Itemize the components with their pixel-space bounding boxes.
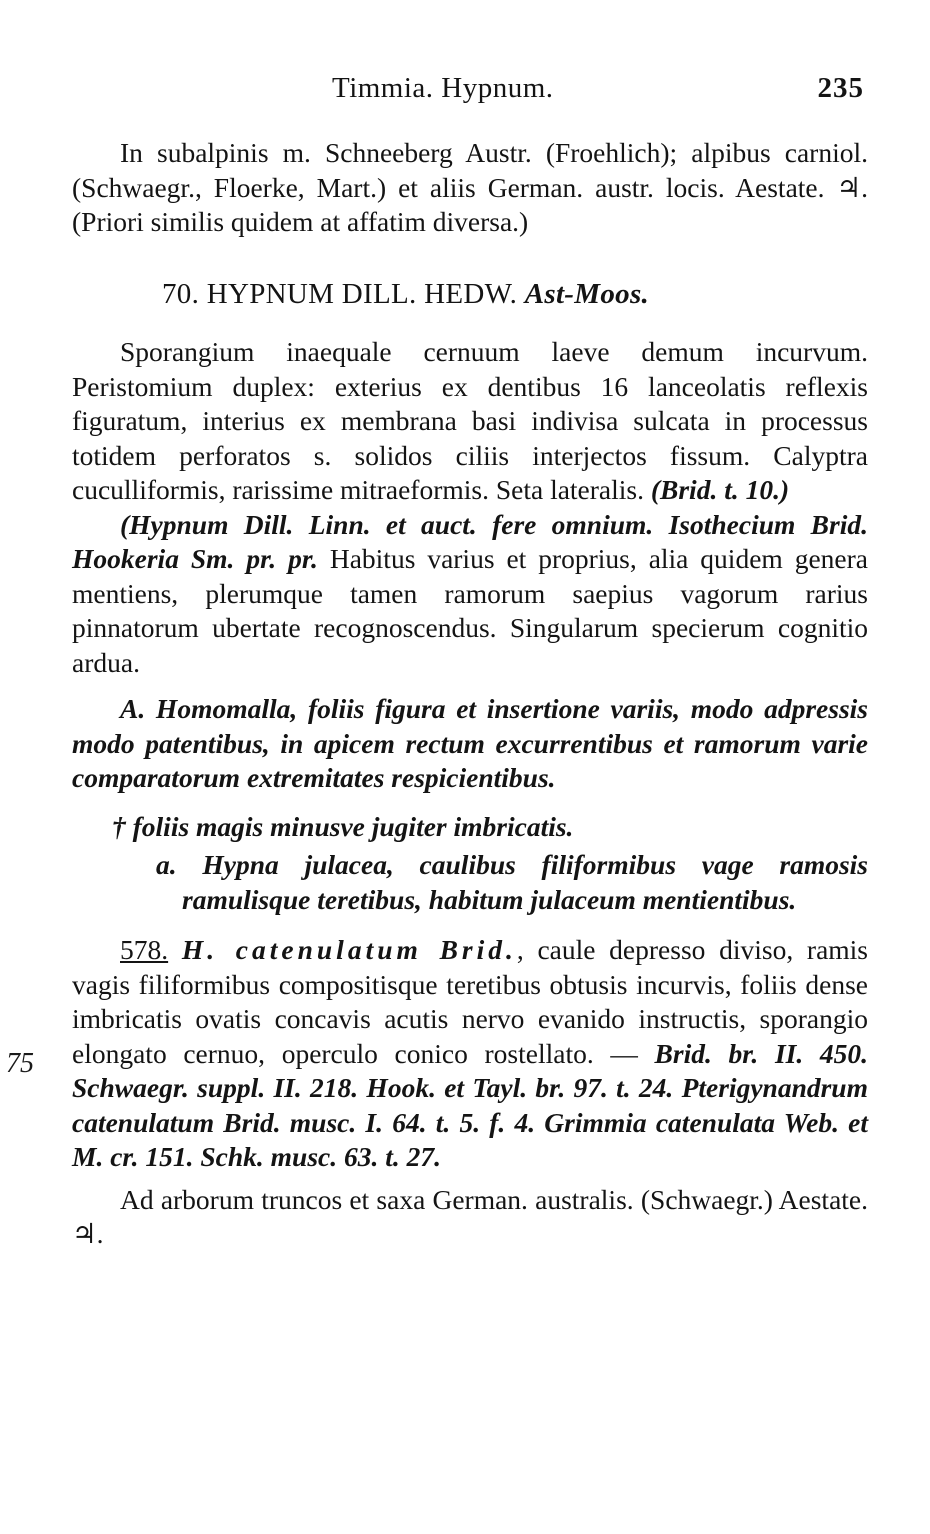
- genus-description-text: Sporangium inaequale cernuum laeve demum incurvum. Peristomium duplex: exterius ex dentibus 16 lanceolatis reflexis figuratum, interius ex membrana basi indivisa sulcata in processus totidem perforatos s. solidos ciliis interjectos fissum. Calyptra cuculliformis, rarissime mitraeformis. Seta lateralis.: [72, 336, 868, 505]
- synonymy-italic: (Hypnum Dill. Linn. et auct. fere omnium. Isothecium Brid. Hookeria Sm. pr. pr.: [72, 508, 868, 574]
- synonymy-roman: Habitus varius et proprius, alia quidem genera mentiens, plerumque tamen ramorum saepius vagorum rarius pinnatorum ubertate recognoscendus. Singularum specierum cognitio ardua.: [72, 543, 868, 678]
- running-title: Timmia. Hypnum.: [332, 72, 554, 104]
- genus-vernacular: Ast-Moos.: [524, 277, 650, 310]
- genus-heading: [72, 277, 868, 312]
- species-number: 578.: [120, 934, 169, 965]
- running-head: [0, 72, 930, 112]
- page-number: 235: [817, 72, 864, 104]
- group-a-marker: a.: [156, 849, 177, 880]
- synonymy-paragraph: [72, 508, 868, 681]
- genus-description: [72, 335, 868, 508]
- species-name: H. catenulatum Brid.: [181, 934, 517, 965]
- body-text: [72, 136, 868, 1252]
- genus-number: 70.: [162, 277, 200, 310]
- genus-name: HYPNUM DILL. HEDW.: [206, 277, 518, 310]
- species-description: , caule depresso diviso, ramis vagis filiformibus compositisque teretibus obtusis incurvis, foliis dense imbricatis ovatis concavis acutis nervo evanido instructis, sporangio elongato cernuo, operculo conico rostellato. —: [72, 934, 869, 1069]
- genus-description-ref: (Brid. t. 10.): [650, 474, 790, 505]
- intro-paragraph: In subalpinis m. Schneeberg Austr. (Froehlich); alpibus carniol. (Schwaegr., Floerke, Mart.) et aliis German. austr. locis. Aestate. ♃. (Priori similis quidem at affatim diversa.): [72, 137, 868, 237]
- habitat-paragraph: Ad arborum truncos et saxa German. australis. (Schwaegr.) Aestate. ♃.: [72, 1183, 868, 1249]
- species-references: Brid. br. II. 450. Schwaegr. suppl. II. 218. Hook. et Tayl. br. 97. t. 24. Pterigynandrum catenulatum Brid. musc. I. 64. t. 5. f. 4. Grimmia catenulata Web. et M. cr. 151. Schk. musc. 63. t. 27.: [72, 1037, 869, 1172]
- group-a: [72, 848, 868, 917]
- section-a: A. Homomalla, foliis figura et insertione variis, modo adpressis modo patentibus, in apicem rectum excurrentibus et ramorum varie comparatorum extremitates respicientibus.: [72, 693, 868, 793]
- species-entry: [72, 933, 868, 1175]
- group-a-text: Hypna julacea, caulibus filiformibus vage ramosis ramulisque teretibus, habitum julaceum mentientibus.: [182, 849, 869, 915]
- margin-note: 75: [6, 1048, 34, 1079]
- subsection-dagger: † foliis magis minusve jugiter imbricatis.: [112, 810, 574, 842]
